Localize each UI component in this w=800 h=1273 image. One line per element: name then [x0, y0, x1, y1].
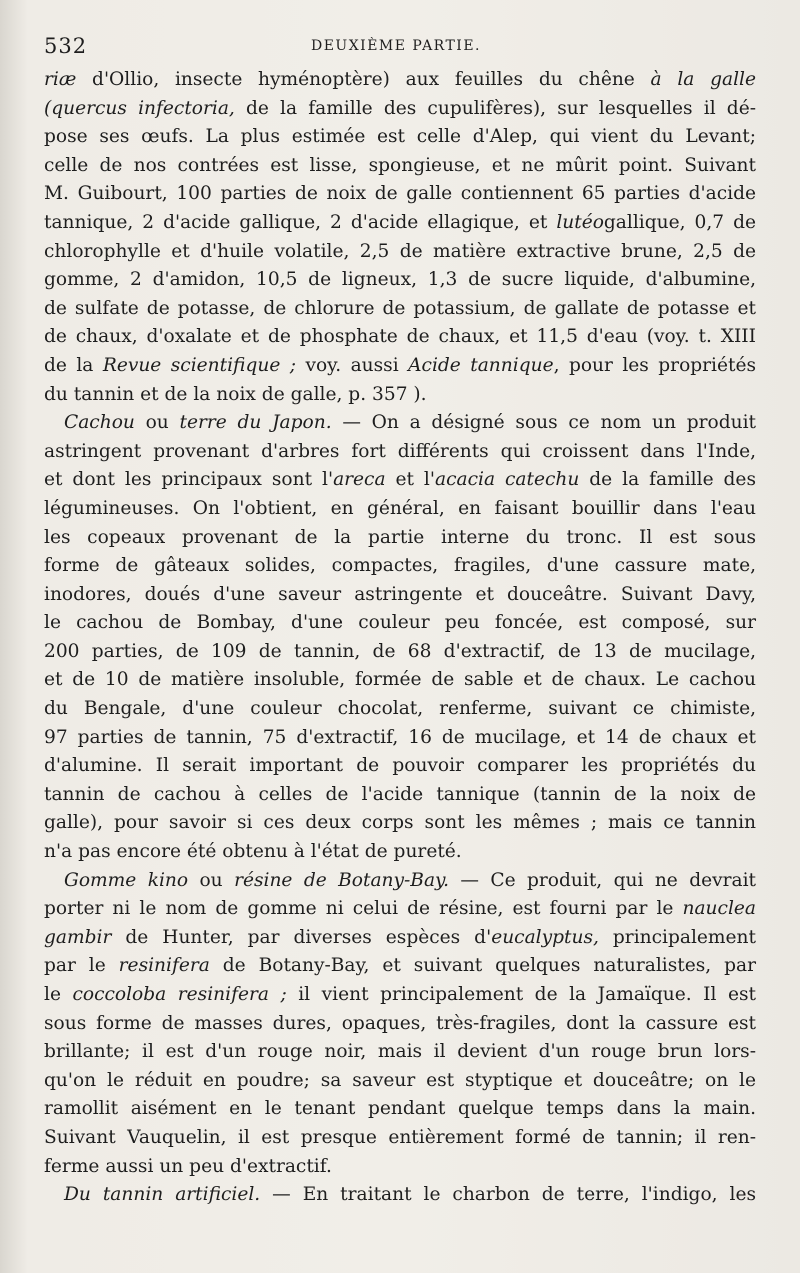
- text-line: [44, 381, 756, 410]
- text-line: [44, 123, 756, 152]
- text-run: du tannin et de la noix de galle, p. 357 ).: [44, 383, 427, 405]
- text-line: [44, 352, 756, 381]
- text-line: [44, 438, 756, 467]
- italic-text: lutéo: [556, 211, 604, 233]
- text-line: [44, 1181, 756, 1210]
- italic-text: gambir: [44, 926, 112, 948]
- italic-text: à la galle: [650, 69, 757, 90]
- text-run: de la famille des cupulifères), sur lesquelles il dé-: [234, 97, 756, 119]
- text-line: [44, 752, 756, 781]
- text-run: inodores, doués d'une saveur astringente et douceâtre. Suivant Davy,: [44, 583, 756, 605]
- text-run: astringent provenant d'arbres fort différents qui croissent dans l'Inde,: [44, 440, 756, 462]
- text-run: légumineuses. On l'obtient, en général, en faisant bouillir dans l'eau: [44, 497, 756, 519]
- italic-text: eucalyptus,: [491, 926, 599, 948]
- italic-text: (quercus infectoria,: [44, 97, 235, 119]
- text-line: [44, 666, 756, 695]
- text-line: [44, 895, 756, 924]
- text-line: [44, 266, 756, 295]
- text-run: celle de nos contrées est lisse, spongieuse, et ne mûrit point. Suivant: [44, 154, 756, 176]
- text-line: [44, 295, 756, 324]
- text-line: [44, 724, 756, 753]
- text-line: [44, 180, 756, 209]
- text-run: tannin de cachou à celles de l'acide tannique (tannin de la noix de: [44, 783, 756, 805]
- text-run: par le: [44, 955, 119, 977]
- text-run: 200 parties, de 109 de tannin, de 68 d'extractif, de 13 de mucilage,: [44, 640, 756, 662]
- text-run: forme de gâteaux solides, compactes, fragiles, d'une cassure mate,: [44, 555, 756, 577]
- running-header: [44, 34, 748, 60]
- text-run: principalement: [598, 926, 756, 948]
- text-line: [44, 152, 756, 181]
- text-run: de Hunter, par diverses espèces d': [111, 926, 492, 948]
- text-run: d'alumine. Il serait important de pouvoir comparer les propriétés du: [44, 755, 756, 777]
- text-line: [44, 323, 756, 352]
- text-run: et de 10 de matière insoluble, formée de sable et de chaux. Le cachou: [44, 669, 756, 691]
- running-title: DEUXIÈME PARTIE.: [310, 38, 482, 54]
- italic-text: terre du Japon.: [179, 412, 332, 434]
- text-run: n'a pas encore été obtenu à l'état de pureté.: [44, 841, 462, 863]
- text-line: [44, 1010, 756, 1039]
- text-line: [44, 1153, 756, 1182]
- text-run: et dont les principaux sont l': [44, 469, 334, 491]
- text-line: [44, 66, 756, 95]
- text-line: [44, 466, 756, 495]
- text-line: [44, 781, 756, 810]
- text-line: [44, 581, 756, 610]
- text-run: ferme aussi un peu d'extractif.: [44, 1155, 332, 1177]
- text-line: [44, 638, 756, 667]
- text-run: Suivant Vauquelin, il est presque entièrement formé de tannin; il ren-: [44, 1126, 756, 1148]
- text-line: [44, 552, 756, 581]
- text-run: chlorophylle et d'huile volatile, 2,5 de matière extractive brune, 2,5 de: [44, 240, 756, 262]
- text-run: gomme, 2 d'amidon, 10,5 de ligneux, 1,3 de sucre liquide, d'albumine,: [44, 269, 756, 291]
- text-line: [44, 209, 756, 238]
- text-run: de la famille des: [579, 469, 756, 491]
- text-run: ou: [188, 869, 235, 891]
- italic-text: Revue scientifique ;: [102, 354, 297, 376]
- text-line: [44, 981, 756, 1010]
- italic-text: Acide tannique: [408, 354, 554, 376]
- text-line: [44, 524, 756, 553]
- text-run: , pour les propriétés: [553, 354, 757, 376]
- text-run: gallique, 0,7 de: [603, 211, 756, 233]
- text-run: qu'on le réduit en poudre; sa saveur est styptique et douceâtre; on le: [44, 1069, 756, 1091]
- text-line: [44, 95, 756, 124]
- italic-text: Gomme kino: [64, 869, 189, 891]
- italic-text: riæ: [44, 69, 77, 90]
- text-run: du Bengale, d'une couleur chocolat, renferme, suivant ce chimiste,: [44, 698, 756, 720]
- text-run: voy. aussi: [296, 354, 409, 376]
- text-line: [44, 409, 756, 438]
- text-run: — En traitant le charbon de terre, l'indigo, les: [260, 1184, 756, 1206]
- text-run: il vient principalement de la Jamaïque. Il est: [286, 984, 756, 1005]
- text-run: le cachou de Bombay, d'une couleur peu foncée, est composé, sur: [44, 612, 756, 634]
- text-line: [44, 1038, 756, 1067]
- italic-text: resinifera: [118, 955, 210, 977]
- text-run: — Ce produit, qui ne devrait: [449, 869, 756, 891]
- text-run: ou: [134, 412, 180, 434]
- body-text: [44, 66, 756, 1210]
- italic-text: Cachou: [64, 412, 135, 434]
- text-line: [44, 838, 756, 867]
- text-line: [44, 924, 756, 953]
- text-line: [44, 1124, 756, 1153]
- text-line: [44, 695, 756, 724]
- text-run: de Botany-Bay, et suivant quelques naturalistes, par: [209, 955, 756, 977]
- text-line: [44, 238, 756, 267]
- text-run: de chaux, d'oxalate et de phosphate de chaux, et 11,5 d'eau (voy. t. XIII: [44, 326, 756, 348]
- italic-text: Du tannin artificiel.: [64, 1184, 261, 1206]
- text-run: — On a désigné sous ce nom un produit: [331, 412, 756, 434]
- italic-text: coccoloba resinifera ;: [72, 984, 287, 1005]
- text-line: [44, 609, 756, 638]
- page-number: 532: [44, 34, 88, 58]
- text-run: de sulfate de potasse, de chlorure de potassium, de gallate de potasse et: [44, 297, 756, 319]
- text-run: et l': [385, 469, 435, 491]
- text-run: porter ni le nom de gomme ni celui de résine, est fourni par le: [44, 898, 683, 920]
- text-run: tannique, 2 d'acide gallique, 2 d'acide ellagique, et: [44, 211, 557, 233]
- text-run: le: [44, 984, 73, 1005]
- text-line: [44, 1095, 756, 1124]
- text-run: 97 parties de tannin, 75 d'extractif, 16 de mucilage, et 14 de chaux et: [44, 726, 756, 748]
- text-line: [44, 495, 756, 524]
- text-run: brillante; il est d'un rouge noir, mais il devient d'un rouge brun lors-: [44, 1041, 756, 1063]
- text-run: M. Guibourt, 100 parties de noix de galle contiennent 65 parties d'acide: [44, 183, 756, 205]
- text-run: galle), pour savoir si ces deux corps sont les mêmes ; mais ce tannin: [44, 812, 756, 834]
- text-run: de la: [44, 354, 103, 376]
- text-run: sous forme de masses dures, opaques, très-fragiles, dont la cassure est: [44, 1012, 756, 1034]
- text-line: [44, 1067, 756, 1096]
- text-line: [44, 867, 756, 896]
- italic-text: résine de Botany-Bay.: [234, 869, 449, 891]
- text-run: les copeaux provenant de la partie interne du tronc. Il est sous: [44, 526, 756, 548]
- text-run: ramollit aisément en le tenant pendant quelque temps dans la main.: [44, 1098, 756, 1120]
- text-line: [44, 952, 756, 981]
- italic-text: nauclea: [682, 898, 756, 920]
- text-run: d'Ollio, insecte hyménoptère) aux feuilles du chêne: [76, 69, 651, 90]
- italic-text: acacia catechu: [435, 469, 580, 491]
- italic-text: areca: [333, 469, 386, 491]
- text-run: pose ses œufs. La plus estimée est celle d'Alep, qui vient du Levant;: [44, 126, 756, 148]
- text-line: [44, 809, 756, 838]
